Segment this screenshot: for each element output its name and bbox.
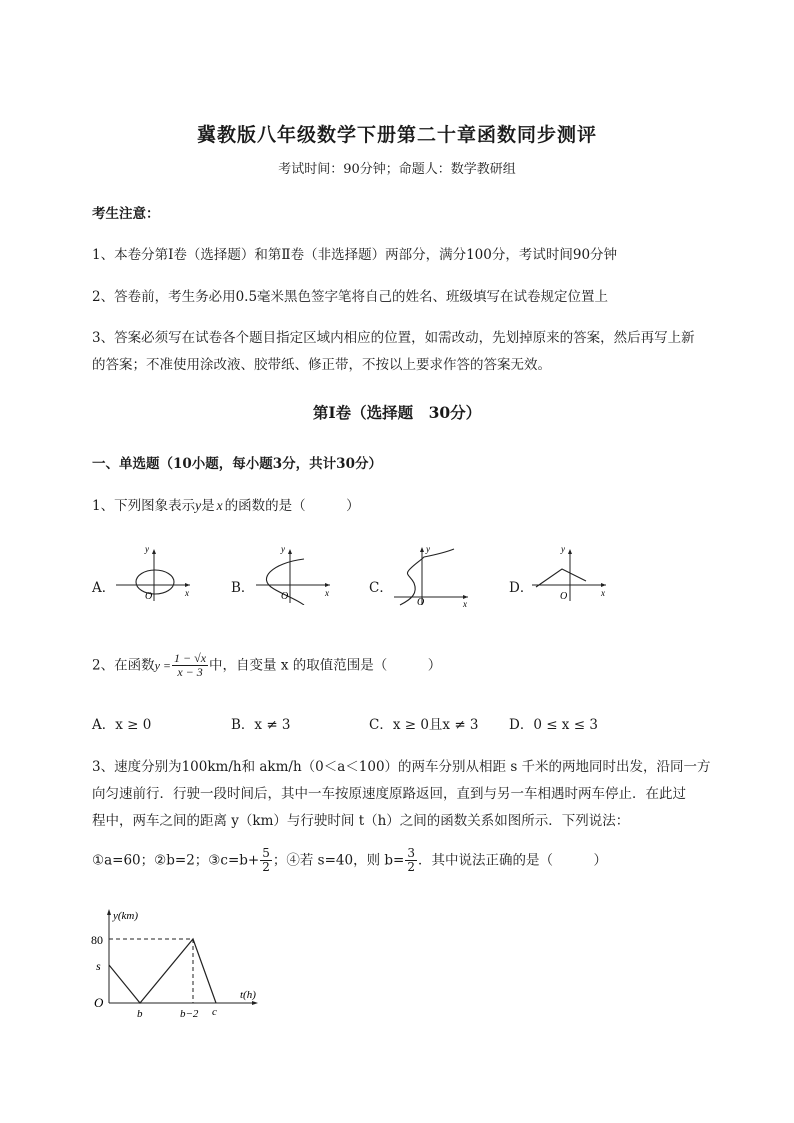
notice-item-3-line2: 的答案；不准使用涂改液、胶带纸、修正带，不按以上要求作答的答案无效。 [92, 357, 551, 373]
q1-var-y: y [195, 498, 202, 513]
q1-var-x: x [216, 498, 223, 513]
question-3-line3: 程中，两车之间的距离 y（km）与行驶时间 t（h）之间的函数关系如图所示．下列说法： [92, 813, 630, 829]
axis-label-y: y [145, 544, 149, 554]
axis-label-x: x [601, 588, 605, 598]
t-axis-label: t(h) [240, 989, 256, 1001]
q3-fraction-1 [260, 847, 272, 874]
q1-option-d-label[interactable]: D． [509, 580, 534, 596]
axis-label-y: y [281, 544, 285, 554]
q2-fraction [172, 652, 208, 679]
q1-mid: 是 [201, 498, 215, 514]
origin-label: O [94, 995, 104, 1010]
ellipse-curve [136, 570, 174, 594]
origin-label: O [417, 597, 425, 607]
y-axis-label: y(km) [113, 910, 139, 922]
notice-item-3-line1: 3、答案必须写在试卷各个题目指定区域内相应的位置，如需改动，先划掉原来的答案，然后再写上新 [92, 330, 695, 346]
q3-fraction-2 [405, 847, 417, 874]
q3-question-end: ．其中说法正确的是（ ） [417, 852, 607, 869]
q2-fraction-den: x − 3 [177, 665, 203, 680]
part-heading: 一、单选题（10小题，每小题3分，共计30分） [92, 456, 382, 472]
y-arrow [107, 909, 111, 915]
question-3-line1: 3、速度分别为100km/h和 akm/h（0＜a＜100）的两车分别从相距 s 千米的两地同时出发，沿同一方 [92, 759, 711, 775]
q2-option-a[interactable]: A．x ≥ 0 [92, 717, 152, 733]
tick-label-s: s [96, 959, 101, 973]
q1-graph-b [252, 543, 336, 605]
page-subtitle: 考试时间：90分钟；命题人：数学教研组 [278, 162, 516, 177]
q3-fraction-1-num: 5 [262, 846, 270, 860]
q3-statement-1-3: ①a=60；②b=2；③c=b+ [92, 852, 260, 869]
q1-prefix: 1、下列图象表示 [92, 498, 196, 514]
q1-suffix: 的函数的是（ ） [224, 498, 360, 514]
t-arrow [252, 1001, 258, 1005]
notice-item-2: 2、答卷前，考生务必用0.5毫米黑色签字笔将自己的姓名、班级填写在试卷规定位置上 [92, 289, 609, 305]
q2-func-lhs: y = [154, 658, 172, 673]
q2-option-d[interactable]: D．0 ≤ x ≤ 3 [509, 717, 598, 733]
y-arrow [568, 549, 572, 554]
x-arrow [601, 583, 606, 587]
page-title: 冀教版八年级数学下册第二十章函数同步测评 [196, 124, 597, 146]
tick-label-b-minus-2: b−2 [180, 1008, 199, 1020]
q3-distance-time-graph [88, 905, 268, 1025]
question-1-stem [92, 494, 360, 514]
q1-option-c-label[interactable]: C． [369, 580, 393, 596]
origin-label: O [145, 591, 153, 602]
q2-option-c[interactable]: C．x ≥ 0且x ≠ 3 [369, 717, 479, 733]
y-arrow [288, 549, 292, 554]
y-arrow [152, 549, 156, 554]
x-arrow [185, 583, 190, 587]
q1-option-b-label[interactable]: B． [231, 580, 255, 596]
tick-label-b: b [137, 1008, 143, 1020]
q1-graph-c [390, 543, 474, 607]
question-3-line2: 向匀速前行．行驶一段时间后，其中一车按原速度原路返回，直到与另一车相遇时两车停止．在此过 [92, 786, 686, 802]
q1-graph-a [112, 543, 196, 605]
question-2-stem [92, 652, 441, 679]
tick-label-80: 80 [91, 933, 103, 947]
q3-fraction-2-num: 3 [407, 846, 415, 860]
q3-fraction-1-den: 2 [262, 860, 270, 875]
distance-line [109, 939, 216, 1003]
axis-label-y: y [426, 544, 430, 554]
origin-label: O [560, 591, 568, 602]
q1-option-a-label[interactable]: A． [92, 580, 116, 596]
notice-item-1: 1、本卷分第I卷（选择题）和第Ⅱ卷（非选择题）两部分，满分100分，考试时间90分钟 [92, 247, 618, 263]
axis-label-x: x [185, 588, 189, 598]
q3-fraction-2-den: 2 [407, 860, 415, 875]
q3-statement-4: ；④若 s=40，则 b= [272, 852, 405, 869]
origin-label: O [281, 591, 289, 602]
axis-label-x: x [463, 599, 467, 607]
q1-graph-d [528, 543, 612, 605]
section-title: 第I卷（选择题 30分） [312, 403, 482, 422]
axis-label-y: y [561, 544, 565, 554]
question-3-statements [92, 847, 607, 874]
y-arrow [420, 547, 424, 552]
q2-suffix: 中，自变量 x 的取值范围是（ ） [209, 657, 442, 674]
broken-line [536, 569, 586, 587]
q2-prefix: 2、在函数 [92, 657, 155, 674]
axis-label-x: x [325, 588, 329, 598]
x-arrow [325, 583, 330, 587]
notice-heading: 考生注意： [92, 206, 160, 222]
q2-fraction-num: 1 − √x [174, 651, 207, 665]
q2-option-b[interactable]: B．x ≠ 3 [231, 717, 291, 733]
tick-label-c: c [212, 1006, 217, 1018]
